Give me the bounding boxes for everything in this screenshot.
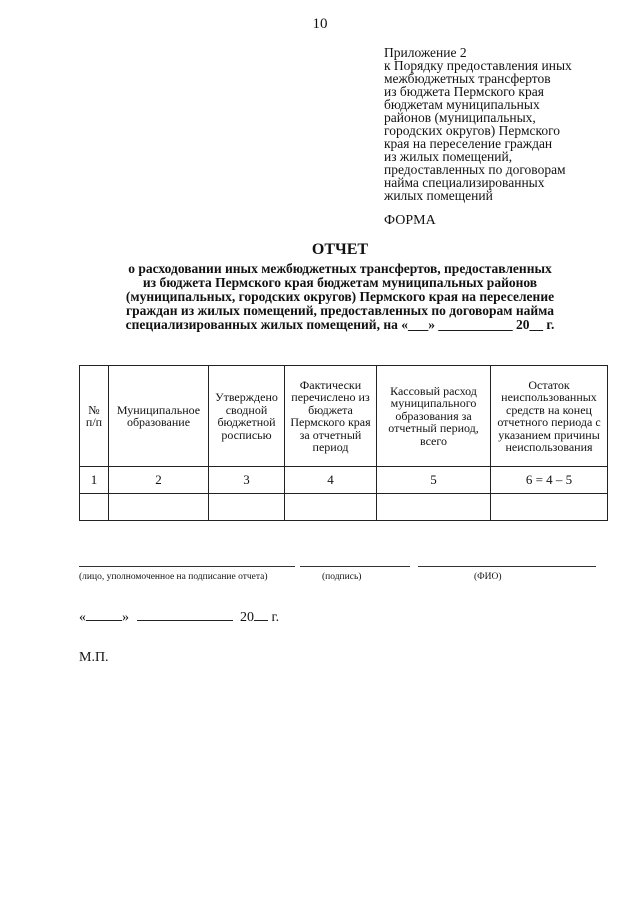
page-number: 10 (312, 16, 328, 32)
table-cell[interactable] (209, 494, 285, 521)
appendix-line: из бюджета Пермского края (384, 84, 544, 99)
table-cell: 6 = 4 – 5 (491, 467, 608, 494)
signature-line-name[interactable] (418, 566, 596, 567)
appendix-line: Приложение 2 (384, 45, 467, 60)
table-cell[interactable] (109, 494, 209, 521)
table-cell: 5 (377, 467, 491, 494)
appendix-line: к Порядку предоставления иных (384, 58, 572, 73)
header-number: № п/п (80, 366, 109, 467)
table-header-row (80, 366, 608, 467)
date-year-blank[interactable] (254, 608, 268, 621)
header-approved: Утверждено сводной бюджетной росписью (209, 366, 285, 467)
stamp-place: М.П. (79, 650, 109, 665)
table-row (80, 467, 608, 494)
appendix-line: предоставленных по договорам (384, 162, 566, 177)
table-cell[interactable] (377, 494, 491, 521)
form-label: ФОРМА (384, 213, 436, 228)
signature-lines (0, 566, 640, 568)
signature-line-sign[interactable] (300, 566, 410, 567)
table-cell[interactable] (491, 494, 608, 521)
signature-label-sign: (подпись) (322, 572, 362, 582)
report-table (79, 365, 608, 521)
date-day-blank[interactable] (86, 608, 122, 621)
appendix-line: найма специализированных (384, 175, 545, 190)
table-cell: 3 (209, 467, 285, 494)
table-row (80, 494, 608, 521)
subtitle-line: специализированных жилых помещений, на «___» ___________ 20__ г. (125, 317, 555, 332)
appendix-line: городских округов) Пермского (384, 123, 561, 138)
header-transferred: Фактически перечислено из бюджета Пермского края за отчетный период (285, 366, 377, 467)
report-title: ОТЧЕТ (311, 241, 369, 258)
table-cell: 2 (109, 467, 209, 494)
signature-line-person[interactable] (79, 566, 295, 567)
appendix-line: жилых помещений (384, 188, 493, 203)
subtitle-line: граждан из жилых помещений, предоставленных по договорам найма (126, 303, 554, 318)
date-close-quote: » (122, 610, 129, 625)
appendix-line: из жилых помещений, (384, 149, 513, 164)
appendix-line: бюджетам муниципальных (384, 97, 540, 112)
header-cash-expense: Кассовый расход муниципального образования за отчетный период, всего (377, 366, 491, 467)
date-month-blank[interactable] (137, 608, 233, 621)
header-remainder: Остаток неиспользованных средств на конец отчетного периода с указанием причины неиспользования (491, 366, 608, 467)
appendix-line: межбюджетных трансфертов (384, 71, 551, 86)
signature-label-person: (лицо, уполномоченное на подписание отчета) (79, 572, 268, 582)
report-subtitle (40, 262, 640, 332)
signature-label-name: (ФИО) (474, 572, 502, 582)
appendix-block (384, 46, 624, 202)
appendix-line: районов (муниципальных, (384, 110, 536, 125)
table-cell: 1 (80, 467, 109, 494)
date-line (79, 608, 279, 626)
table-cell[interactable] (80, 494, 109, 521)
table-cell: 4 (285, 467, 377, 494)
date-open-quote: « (79, 610, 86, 625)
appendix-line: края на переселение граждан (384, 136, 553, 151)
table-cell[interactable] (285, 494, 377, 521)
subtitle-line: из бюджета Пермского края бюджетам муниципальных районов (142, 275, 538, 290)
date-year-suffix: г. (271, 610, 280, 625)
subtitle-line: (муниципальных, городских округов) Пермского края на переселение (125, 289, 555, 304)
header-municipality: Муниципальное образование (109, 366, 209, 467)
subtitle-line: о расходовании иных межбюджетных трансфертов, предоставленных (128, 261, 552, 276)
date-year-prefix: 20 (240, 610, 254, 625)
